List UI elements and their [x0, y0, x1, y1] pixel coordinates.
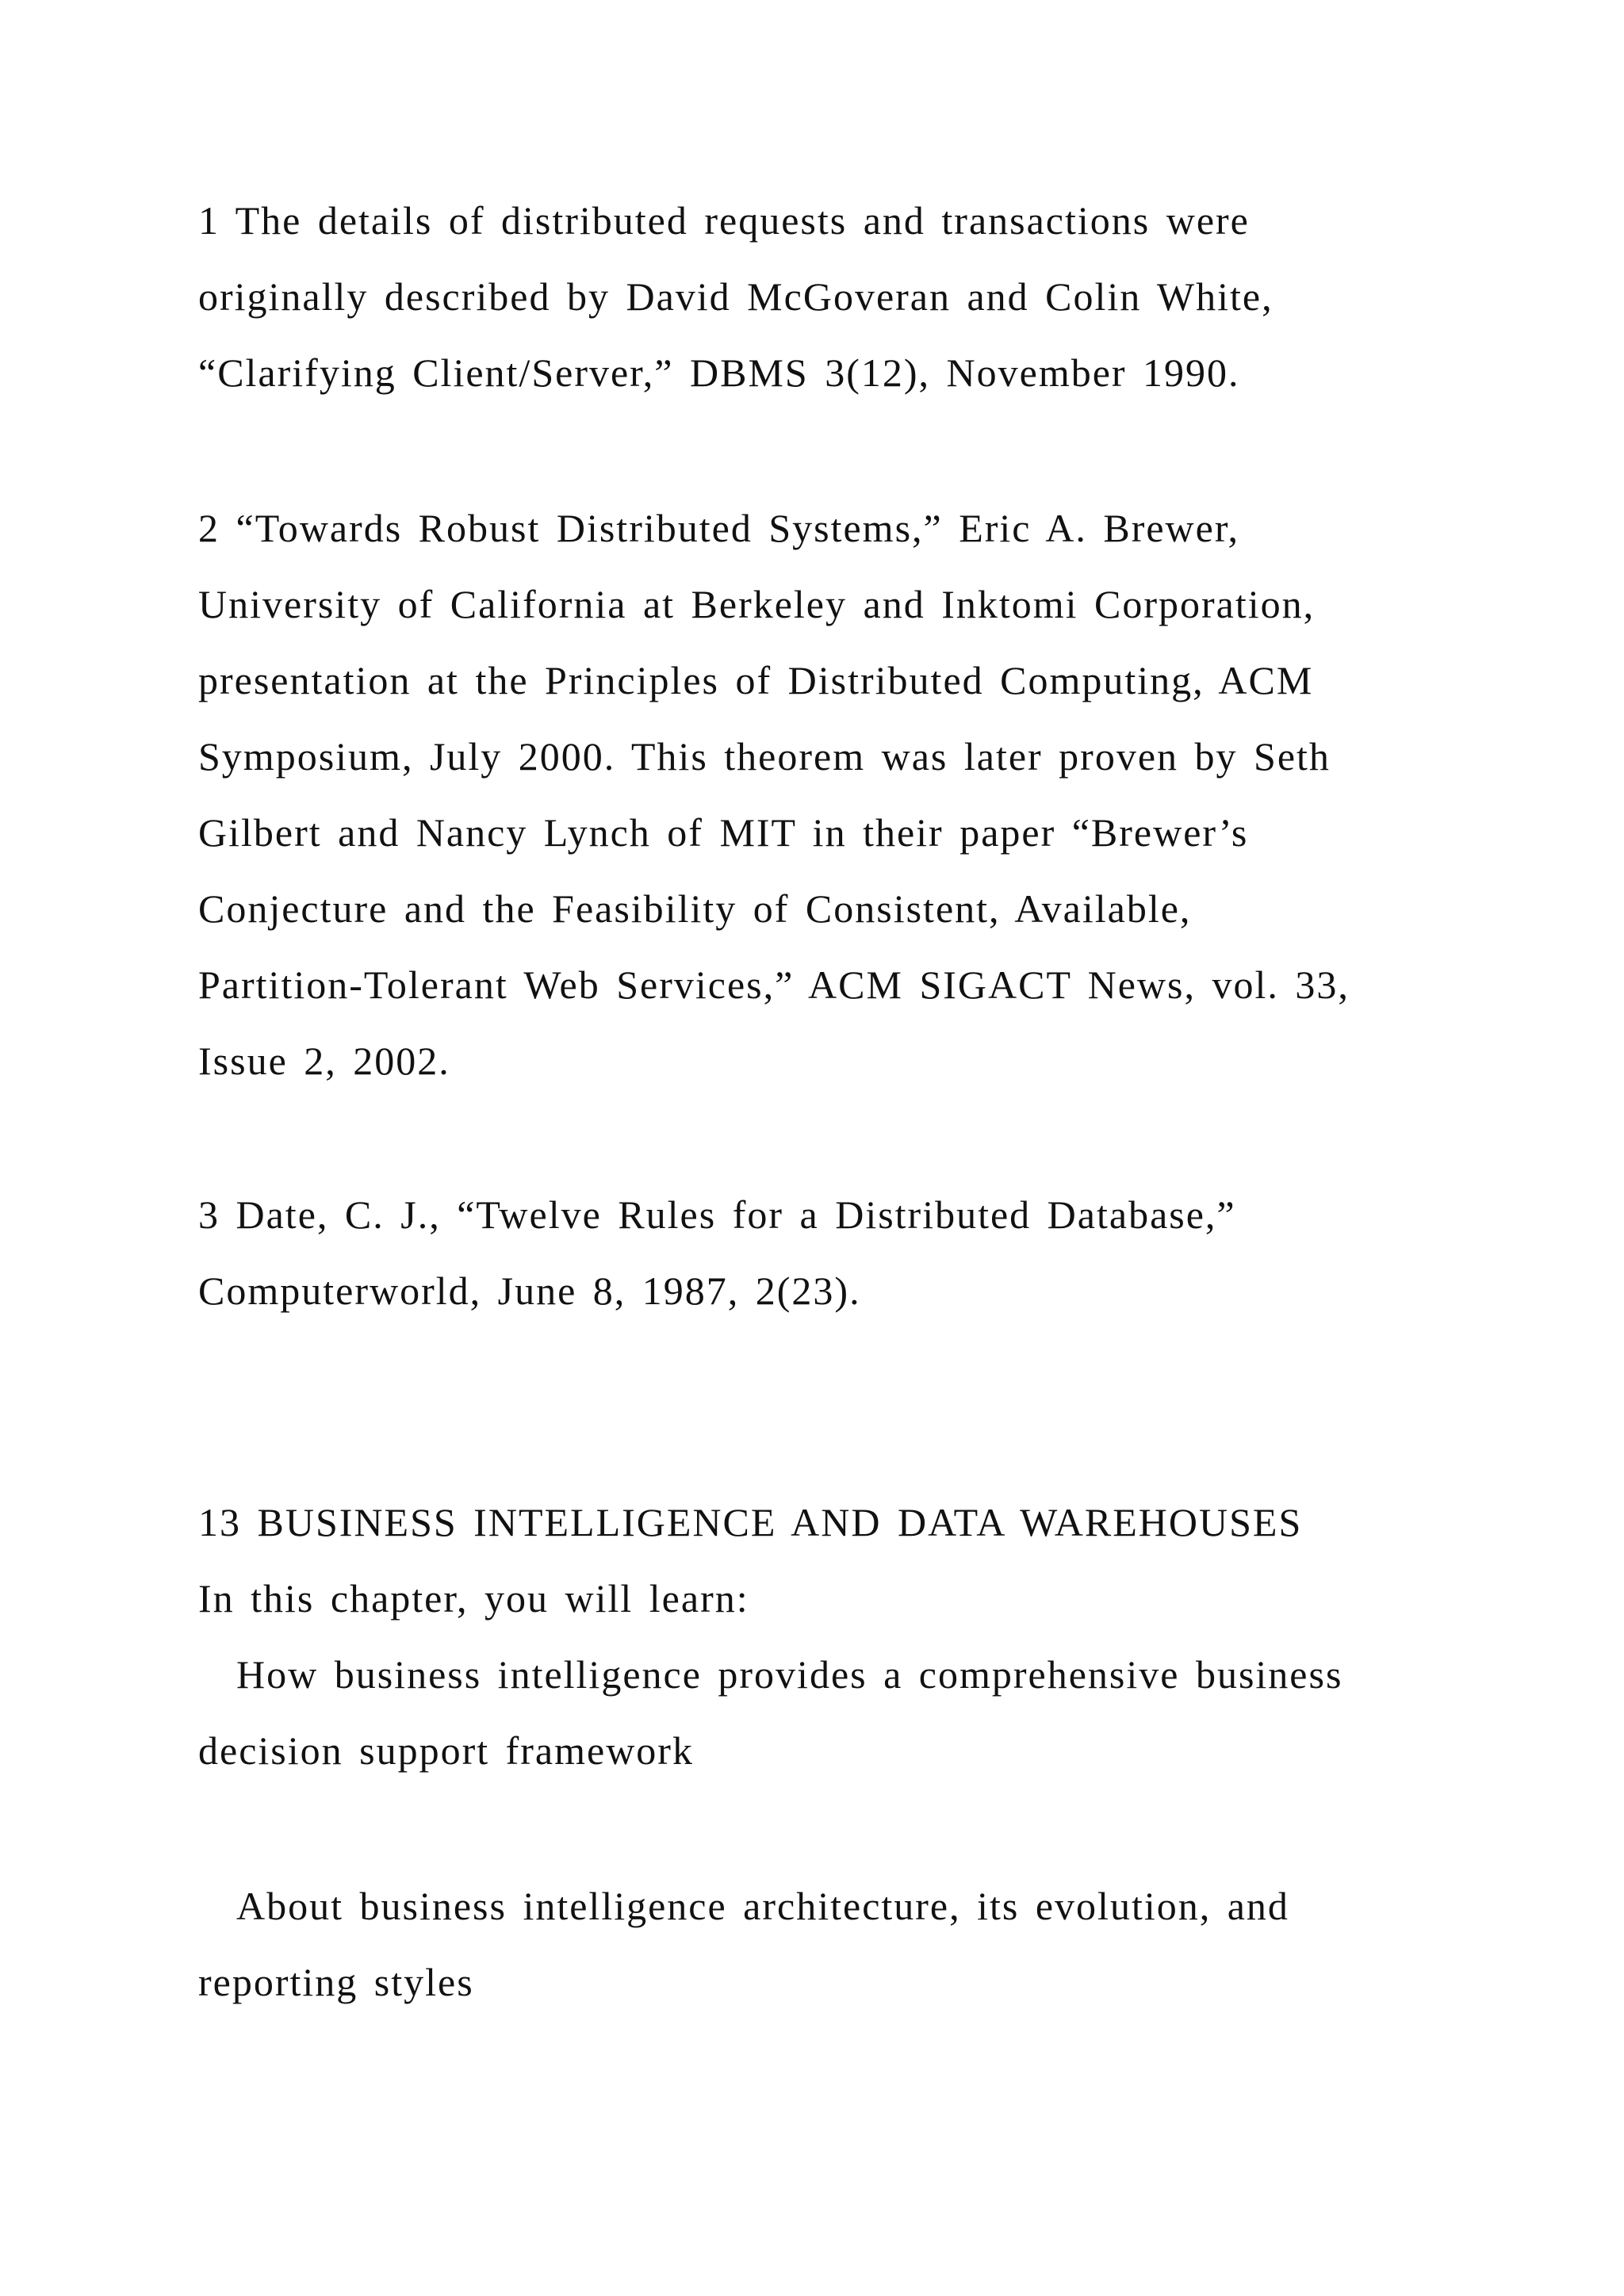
chapter-intro: In this chapter, you will learn:	[198, 1576, 749, 1621]
objective-1-line-1: How business intelligence provides a comprehensive business	[236, 1652, 1343, 1697]
footnote-3-line-1: 3 Date, C. J., “Twelve Rules for a Distributed Database,”	[198, 1192, 1236, 1237]
footnote-2-line-7: Partition-Tolerant Web Services,” ACM SIGACT News, vol. 33,	[198, 962, 1350, 1007]
footnote-1-line-1: 1 The details of distributed requests and transactions were	[198, 198, 1250, 243]
footnote-2-line-1: 2 “Towards Robust Distributed Systems,” Eric A. Brewer,	[198, 506, 1239, 550]
footnote-2-line-4: Symposium, July 2000. This theorem was later proven by Seth	[198, 734, 1331, 779]
objective-1-line-2: decision support framework	[198, 1728, 694, 1773]
objective-2-line-2: reporting styles	[198, 1960, 474, 2004]
footnote-2-line-2: University of California at Berkeley and Inktomi Corporation,	[198, 582, 1316, 626]
footnote-2-line-8: Issue 2, 2002.	[198, 1039, 450, 1083]
footnote-1-line-3: “Clarifying Client/Server,” DBMS 3(12), November 1990.	[198, 350, 1240, 395]
footnote-2-line-6: Conjecture and the Feasibility of Consistent, Available,	[198, 886, 1192, 931]
chapter-heading: 13 BUSINESS INTELLIGENCE AND DATA WAREHOUSES	[198, 1500, 1303, 1544]
footnote-1-line-2: originally described by David McGoveran and Colin White,	[198, 274, 1274, 319]
footnote-3-line-2: Computerworld, June 8, 1987, 2(23).	[198, 1269, 861, 1313]
objective-2-line-1: About business intelligence architecture, its evolution, and	[236, 1884, 1289, 1928]
footnote-2-line-3: presentation at the Principles of Distributed Computing, ACM	[198, 658, 1314, 702]
footnote-2-line-5: Gilbert and Nancy Lynch of MIT in their paper “Brewer’s	[198, 810, 1249, 855]
